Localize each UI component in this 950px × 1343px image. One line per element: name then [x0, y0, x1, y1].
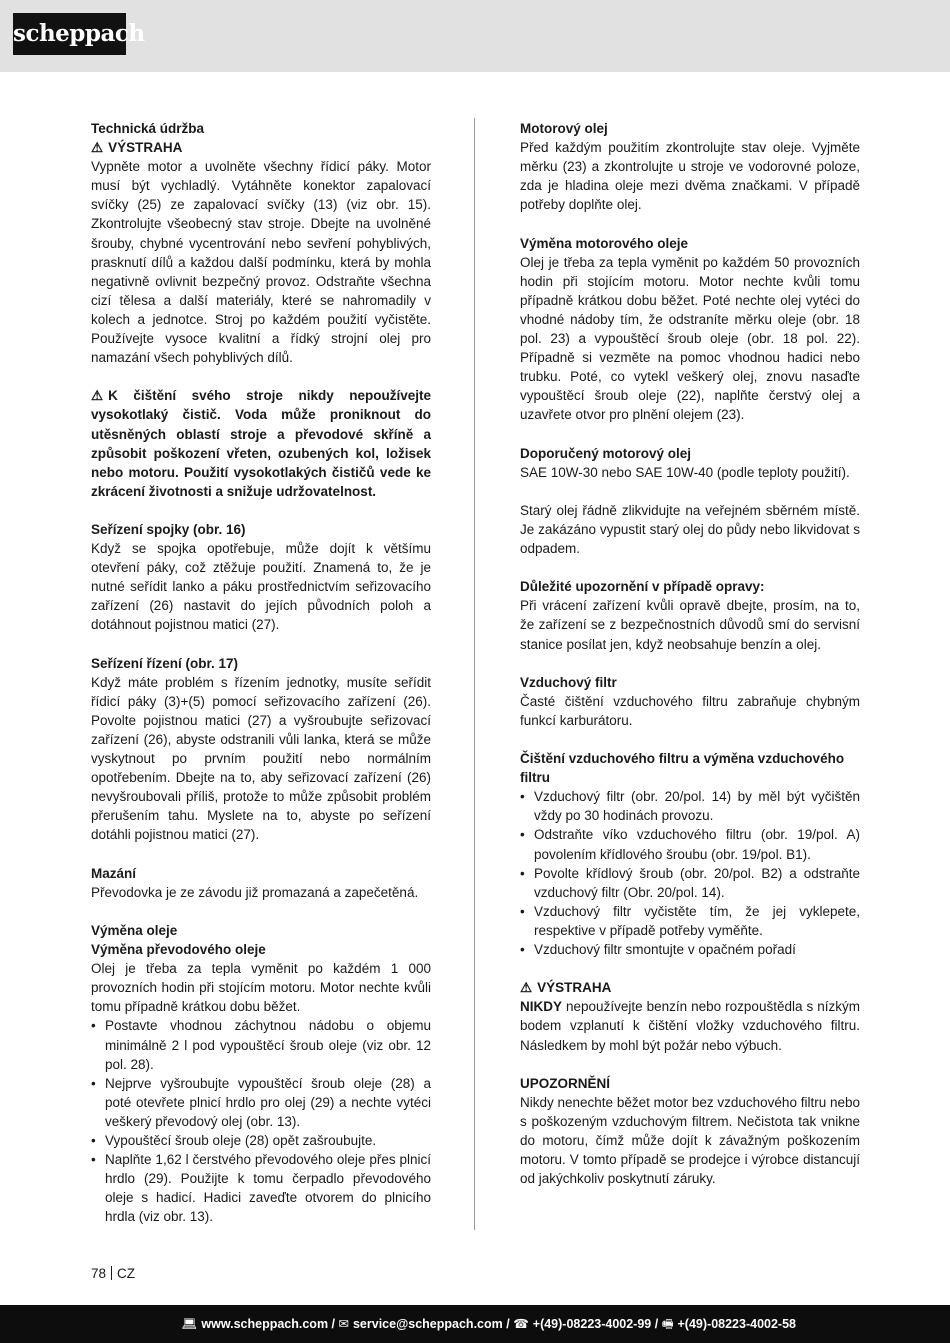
footer-bar [0, 1305, 950, 1343]
section-title: Čištění vzduchového filtru a výměna vzduchového filtru [520, 751, 845, 786]
section-title: Důležité upozornění v případě opravy: [520, 579, 765, 595]
list-item: • Nejprve vyšroubujte vypouštěcí šroub oleje (28) a poté otevřete plnicí hrdlo pro olej (29) a nechte vytéci veškerý převodový olej (obr. 13). [91, 1074, 431, 1131]
air-filter-steps [520, 787, 860, 959]
section-body: SAE 10W-30 nebo SAE 10W-40 (podle teploty použití). [520, 464, 850, 480]
section-body: Když máte problém s řízením jednotky, musíte seřídit řídicí páky (3)+(5) pomocí seřizovacího zařízení (26). Povolte pojistnou matici (27) a vyšroubujte seřizovací zařízení (26), abyste odstranili vůli lanka, která se může vyskytnout po prvním použití nebo normálním opotřebením. Dbejte na to, aby seřizovací zařízení (26) nevyšroubovali příliš, protože to může způsobit problém přerušením tahu. Myslete na to, abyste po seřízení dotáhli pojistnou matici (27). [91, 674, 431, 843]
column-divider [474, 118, 475, 1230]
warning-label: VÝSTRAHA [108, 140, 183, 156]
list-item: • Naplňte 1,62 l čerstvého převodového oleje přes plnicí hrdlo (29). Použijte k tomu čerpadlo převodového oleje s hadicí. Hadici zaveďte otvorem do plnicího hrdla (viz obr. 13). [91, 1150, 431, 1226]
section-title: UPOZORNĚNÍ [520, 1075, 611, 1091]
list-item: • Vypouštěcí šroub oleje (28) opět zašroubujte. [91, 1131, 431, 1150]
section-air-filter-cleaning [520, 749, 860, 959]
fax-number: +(49)-08223-4002-58 [677, 1317, 796, 1331]
section-subtitle: Výměna převodového oleje [91, 942, 266, 958]
warning-body: nepoužívejte benzín nebo rozpouštědla s nízkým bodem vzplanutí k čištění vložky vzduchového filtru. Následkem by mohl být požár nebo výbuch. [520, 999, 860, 1053]
section-clutch-adjustment [91, 520, 431, 635]
emphasis-never: NIKDY [520, 999, 563, 1015]
header-bar [0, 0, 950, 72]
warning-icon: ⚠ [91, 388, 104, 404]
section-body: Když se spojka opotřebuje, může dojít k většímu otevření páky, což ztěžuje použití. Znamená to, že je nutné seřídit lanko a páku prostřednictvím seřizovacího zařízení (26) nastavit do jejích původních poloh a dotáhnout pojistnou matici (27). [91, 541, 431, 633]
section-title: Technická údržba [91, 121, 205, 136]
page-language: CZ [117, 1266, 136, 1281]
section-body: Převodovka je ze závodu již promazaná a zapečetěná. [91, 884, 419, 900]
section-body: Olej je třeba za tepla vyměnit po každém 50 provozních hodin při stojícím motoru. Motor nechte kvůli tomu případně krátkou dobu běžet. Poté nechte olej vytéci do vhodné nádoby tím, že odstraníte měrku oleje (obr. 18 pol. 23) a vypouštěcí šroub oleje (obr. 18 pol. 22). Případně si vezměte na pomoc vhodnou hadici nebo trubku. Poté, co vytekl veškerý olej, znovu nasaďte vypouštěcí šroub oleje (22), naplňte čerstvý olej a uzavřete otvor pro plnění olejem (23). [520, 254, 860, 423]
page-number-value: 78 [91, 1266, 107, 1281]
list-item: • Postavte vhodnou záchytnou nádobu o objemu minimálně 2 l pod vypouštěcí šroub oleje (viz obr. 12 pol. 28). [91, 1016, 431, 1073]
oil-change-steps [91, 1016, 431, 1226]
section-notice [520, 1074, 860, 1189]
section-title: Výměna motorového oleje [520, 235, 689, 251]
warning-heading [91, 138, 431, 157]
section-title: Vzduchový filtr [520, 674, 617, 690]
phone-icon: ☎ [513, 1317, 529, 1331]
section-body: Před každým použitím zkontrolujte stav oleje. Vyjměte měrku (23) a zkontrolujte u stroje ve vodorovné poloze, zda je hladina oleje mezi dvěma značkami. V případě potřeby doplňte olej. [520, 140, 860, 213]
website-link[interactable]: www.scheppach.com / [201, 1317, 336, 1331]
page-number-separator [111, 1266, 112, 1280]
warning-label: VÝSTRAHA [537, 980, 612, 996]
computer-icon: 💻︎ [181, 1317, 198, 1331]
section-title: Seřízení spojky (obr. 16) [91, 521, 246, 537]
warning-heading [520, 978, 860, 997]
warning-text: K čištění svého stroje nikdy nepoužívejte vysokotlaký čistič. Voda může proniknout do utěsněných oblastí stroje a převodové skříně a způsobit poškození vřeten, ozubených kol, ložisek nebo motoru. Použití vysokotlakých čističů vede ke zkrácení životnosti a snižuje udržovatelnost. [91, 388, 431, 499]
list-item: • Odstraňte víko vzduchového filtru (obr. 19/pol. A) povolením křídlového šroubu (obr. 19/pol. B1). [520, 825, 860, 863]
section-oil-disposal [520, 501, 860, 558]
fax-icon: 🖷︎ [661, 1317, 674, 1331]
list-item: • Povolte křídlový šroub (obr. 20/pol. B2) a odstraňte vzduchový filtr (Obr. 20/pol. 14). [520, 864, 860, 902]
section-air-filter [520, 673, 860, 730]
section-body: Vypněte motor a uvolněte všechny řídicí páky. Motor musí být vychladlý. Vytáhněte konektor zapalovací svíčky (25) ze zapalovací svíčky (13) (viz obr. 15). Zkontrolujte všeobecný stav stroje. Dbejte na uvolněné šrouby, chybné vycentrování nebo sevření pohyblivých, prasknutí dílů a každou další podmínku, která by mohla negativně ovlivnit bezpečný provoz. Odstraňte všechna cizí tělesa a další materiály, které se nahromadily v kolech a jednotce. Stroj po každém použití vyčistěte. Používejte vysoce kvalitní a řídký strojní olej pro namazání všech pohyblivých dílů. [91, 159, 431, 366]
contact-line [182, 1305, 796, 1343]
email-link[interactable]: service@scheppach.com / [352, 1317, 510, 1331]
phone-number: +(49)-08223-4002-99 / [532, 1317, 659, 1331]
warning-paragraph [91, 386, 431, 501]
left-column [91, 119, 431, 1246]
list-item: • Vzduchový filtr (obr. 20/pol. 14) by měl být vyčištěn vždy po 30 hodinách provozu. [520, 787, 860, 825]
section-body: Starý olej řádně zlikvidujte na veřejném sběrném místě. Je zakázáno vypustit starý olej do půdy nebo likvidovat s odpadem. [520, 502, 860, 557]
right-column [520, 119, 860, 1207]
section-body: Při vrácení zařízení kvůli opravě dbejte, prosím, na to, že zařízení se z bezpečnostních důvodů smí do servisní stanice posílat jen, když neobsahuje benzín a olej. [520, 598, 860, 652]
list-item: • Vzduchový filtr vyčistěte tím, že jej vyklepete, respektive v případě potřeby vyměňte. [520, 902, 860, 940]
mail-icon: ✉ [338, 1317, 349, 1331]
section-body: Časté čištění vzduchového filtru zabraňuje chybným funkcí karburátoru. [520, 693, 860, 728]
list-item: • Vzduchový filtr smontujte v opačném pořadí [520, 940, 860, 959]
warning-icon: ⚠ [91, 140, 104, 156]
section-lubrication [91, 864, 431, 902]
section-title: Doporučený motorový olej [520, 445, 692, 461]
section-engine-oil-change [520, 234, 860, 425]
section-pressure-washer-warning [91, 386, 431, 501]
warning-icon: ⚠ [520, 980, 533, 996]
section-body: Olej je třeba za tepla vyměnit po každém 1 000 provozních hodin při stojícím motoru. Motor nechte kvůli tomu případně krátkou dobu běžet. [91, 961, 431, 1015]
scheppach-logo: scheppach [13, 13, 126, 55]
page-number [91, 1266, 135, 1281]
section-engine-oil [520, 119, 860, 214]
section-title: Výměna oleje [91, 922, 178, 938]
section-repair-notice [520, 577, 860, 653]
section-body: Nikdy nenechte běžet motor bez vzduchového filtru nebo s poškozeným vzduchovým filtrem. Nečistota tak vnikne do motoru, čímž může dojít k závažným poškozením motoru. V tomto případě se prodejce i výrobce distancují od jakýchkoliv poskytnutí záruky. [520, 1094, 860, 1187]
section-recommended-oil [520, 444, 860, 482]
section-body [520, 997, 860, 1054]
section-steering-adjustment [91, 654, 431, 845]
section-warning-solvents [520, 978, 860, 1054]
section-oil-change [91, 921, 431, 1227]
section-title: Seřízení řízení (obr. 17) [91, 655, 239, 671]
section-technical-maintenance [91, 119, 431, 367]
section-title: Mazání [91, 865, 137, 881]
section-title: Motorový olej [520, 121, 608, 136]
